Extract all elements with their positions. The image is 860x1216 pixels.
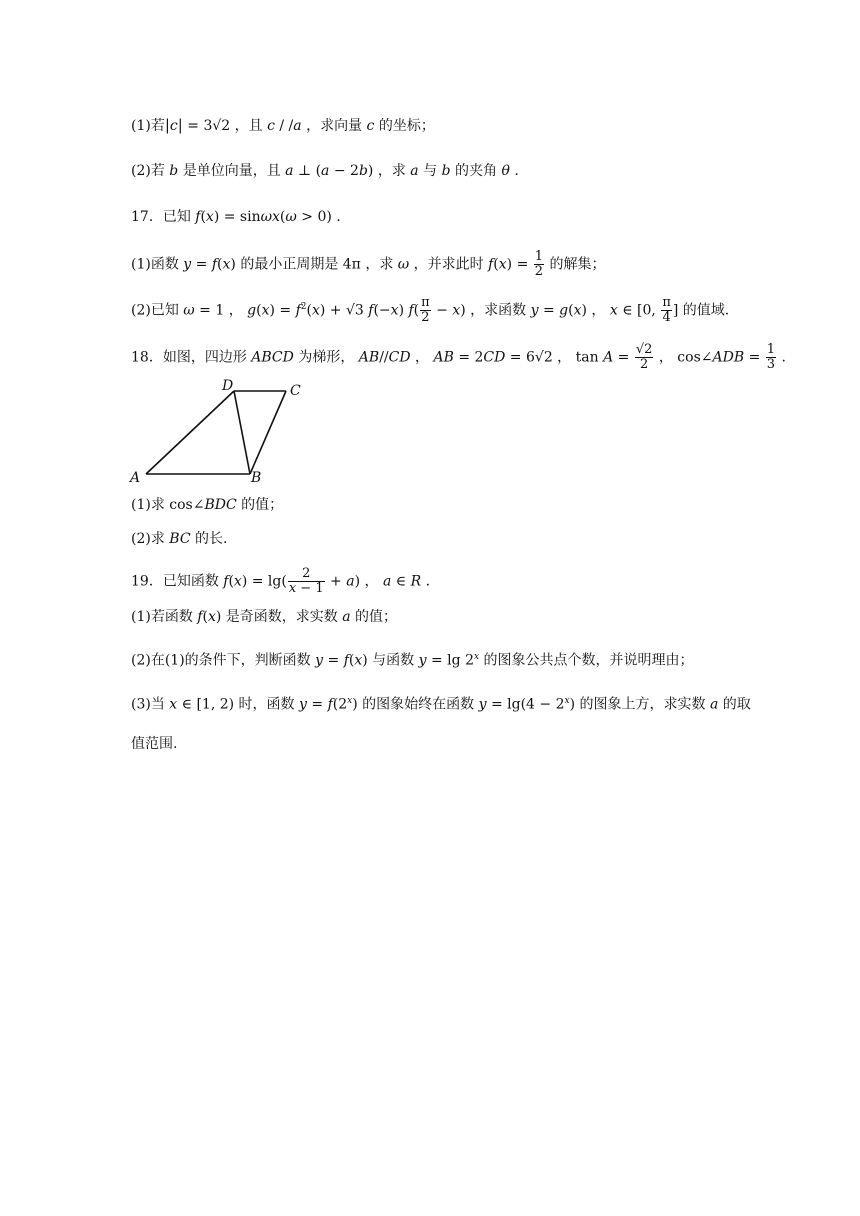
p19-part2: (2)在(1)的条件下，判断函数 y = f(x) 与函数 y = lg 2$^x$ 的图象公共点个数，并说明理由； xyxy=(131,652,694,669)
diagonal-db xyxy=(234,391,250,474)
p19-part3-line2: 值范围. xyxy=(131,736,178,752)
p18-stem: 18．如图，四边形 ABCD 为梯形， AB//CD ， AB = 2CD = 6√2 ， tan A = $\frac{√2}{2}$ ， cos∠ADB = $\frac{1}{3}$ . xyxy=(131,342,786,372)
vertex-label-d: D xyxy=(222,378,234,394)
vertex-label-c: C xyxy=(290,383,301,399)
p17-stem: 17．已知 f(x) = sinωx(ω > 0) . xyxy=(131,209,341,225)
p17-part2: (2)已知 ω = 1 ， $g(x) = f^2(x) + √3$ f(−x) f( $\frac{\pi}{2}$ − x) ，求函数 y = g(x) ， x ∈ [0, $\frac{\pi}{4}$ ] 的值域. xyxy=(131,295,730,325)
p16-part1: (1)若|c| = 3√2 ，且 c / /a ，求向量 c 的坐标； xyxy=(131,116,435,134)
edge-ad xyxy=(146,391,234,474)
p17-part1: (1)函数 y = f(x) 的最小正周期是 4π ，求 ω ，并求此时 f(x) = $\frac{1}{2}$ 的解集； xyxy=(131,249,606,279)
trapezoid-edges xyxy=(146,391,286,474)
p19-part3-line1: (3)当 x ∈ [1, 2) 时，函数 $y = f(2^x)$ 的图象始终在函数 $y = \lg(4 - 2^x)$ 的图象上方，求实数 a 的取 xyxy=(131,696,751,713)
p19-part1: (1)若函数 f(x) 是奇函数，求实数 a 的值； xyxy=(131,609,398,625)
p18-part1: (1)求 cos∠BDC 的值； xyxy=(131,497,284,513)
edge-cb xyxy=(250,391,286,474)
p18-part2: (2)求 BC 的长. xyxy=(131,531,228,547)
vertex-label-a: A xyxy=(130,470,141,486)
p16-part2: (2)若 b 是单位向量，且 a ⊥ (a − 2b) ，求 a 与 b 的夹角 θ . xyxy=(131,163,519,179)
p19-stem: 19．已知函数 f(x) = lg( $\frac{2}{x - 1}$ + a) ， a ∈ R . xyxy=(131,566,431,596)
vertex-label-b: B xyxy=(251,470,262,486)
trapezoid-figure xyxy=(128,378,318,490)
